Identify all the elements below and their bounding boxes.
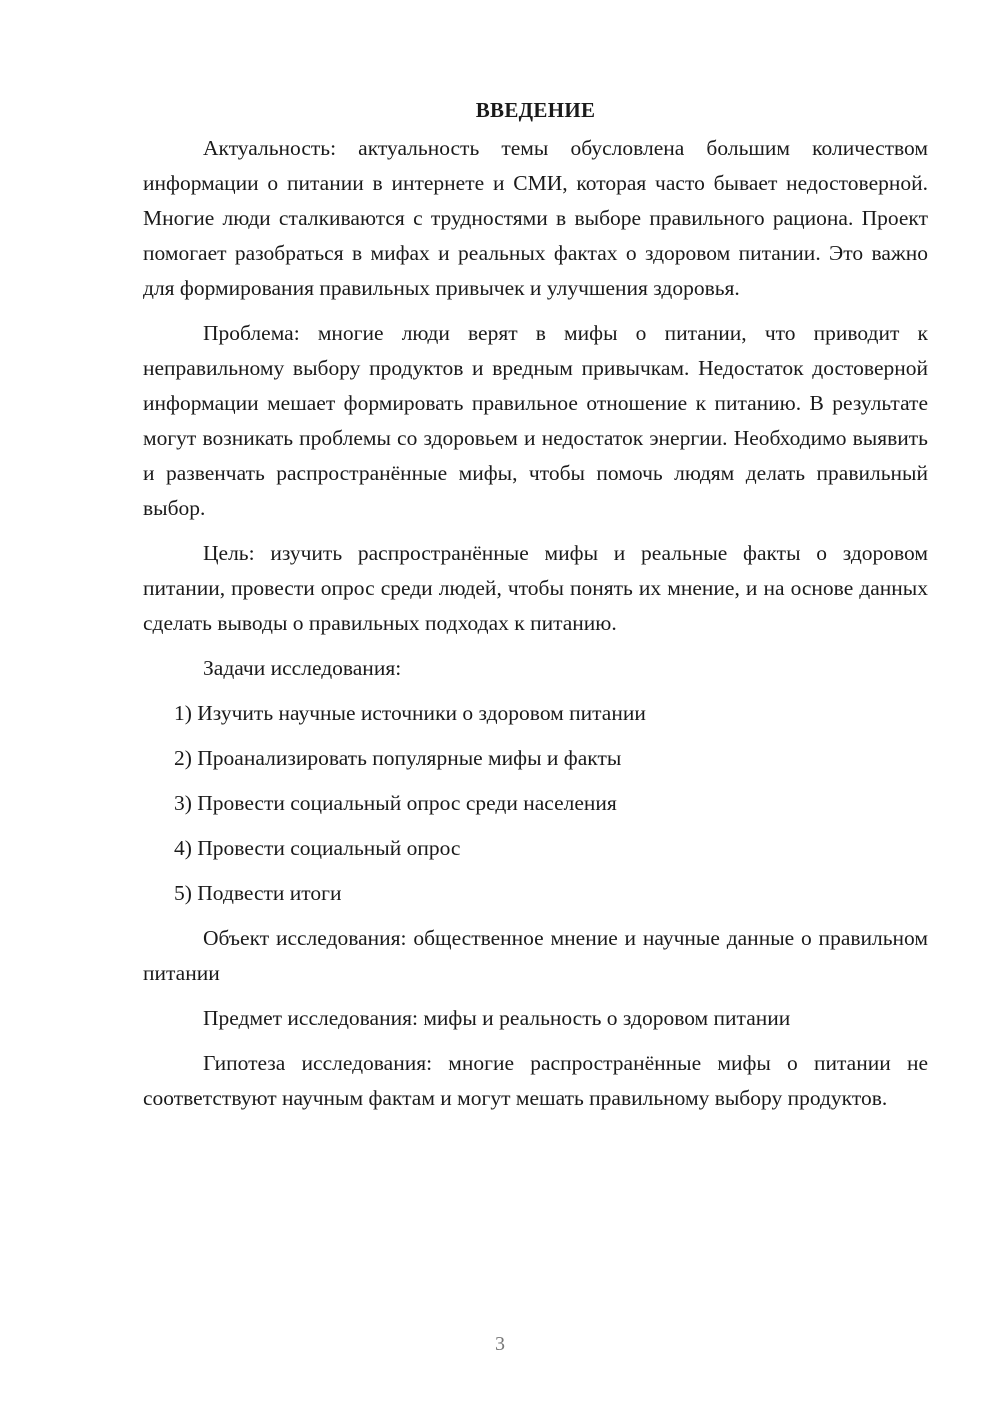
page-content [143, 94, 928, 1116]
task-item: 2) Проанализировать популярные мифы и факты [174, 746, 622, 770]
relevance-paragraph: Актуальность: актуальность темы обусловлена большим количеством информации о питании в интернете и СМИ, которая часто бывает недостоверной. Многие люди сталкиваются с трудностями в выборе правильного рациона. Проект помогает разобраться в мифах и реальных фактах о здоровом питании. Это важно для формирования правильных привычек и улучшения здоровья. [143, 136, 928, 300]
hypothesis-paragraph: Гипотеза исследования: многие распространённые мифы о питании не соответствуют научным фактам и могут мешать правильному выбору продуктов. [143, 1051, 928, 1110]
task-item: 5) Подвести итоги [174, 881, 342, 905]
tasks-title: Задачи исследования: [203, 656, 402, 680]
page-number: 3 [495, 1333, 505, 1355]
task-item: 4) Провести социальный опрос [174, 836, 461, 860]
tasks-list [143, 696, 928, 911]
object-paragraph: Объект исследования: общественное мнение и научные данные о правильном питании [143, 926, 928, 985]
problem-paragraph: Проблема: многие люди верят в мифы о питании, что приводит к неправильному выбору продуктов и вредным привычкам. Недостаток достоверной информации мешает формировать правильное отношение к питанию. В результате могут возникать проблемы со здоровьем и недостаток энергии. Необходимо выявить и развенчать распространённые мифы, чтобы помочь людям делать правильный выбор. [143, 321, 928, 520]
section-heading: ВВЕДЕНИЕ [475, 98, 596, 122]
subject-paragraph: Предмет исследования: мифы и реальность о здоровом питании [203, 1006, 791, 1030]
goal-paragraph: Цель: изучить распространённые мифы и реальные факты о здоровом питании, провести опрос среди людей, чтобы понять их мнение, и на основе данных сделать выводы о правильных подходах к питанию. [143, 541, 928, 635]
task-item: 3) Провести социальный опрос среди населения [174, 791, 617, 815]
task-item: 1) Изучить научные источники о здоровом питании [174, 701, 646, 725]
